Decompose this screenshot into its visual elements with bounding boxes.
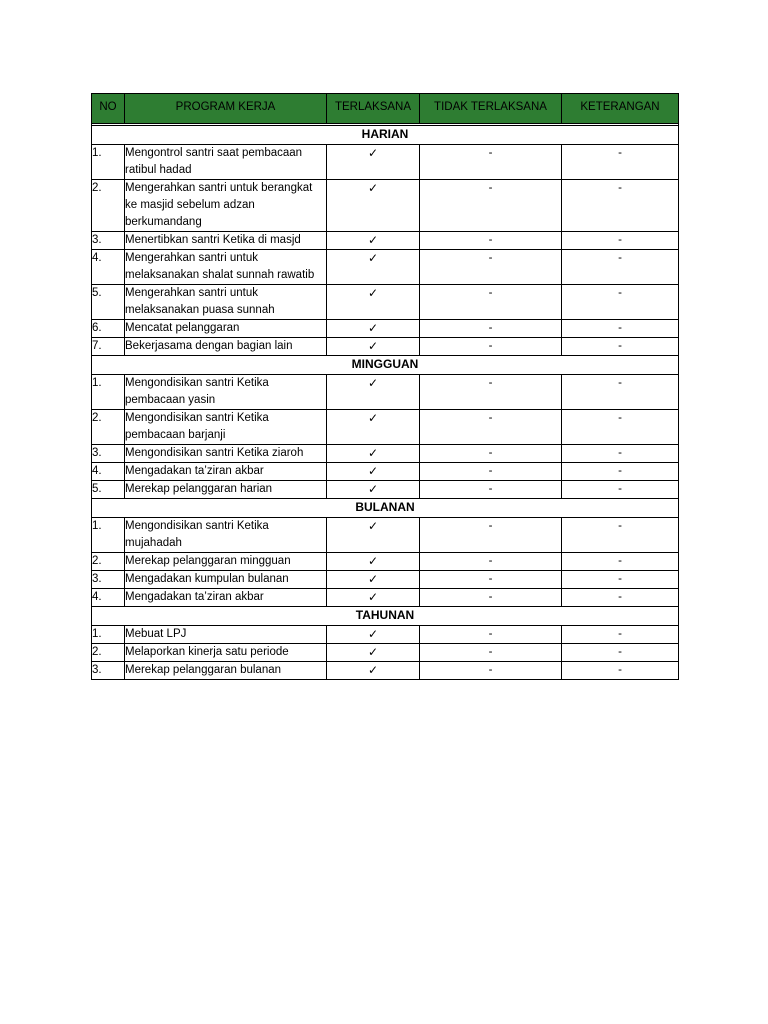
check-mark: ✓	[327, 571, 420, 589]
cell-tidak-terlaksana: -	[420, 626, 562, 644]
table-row	[92, 553, 679, 571]
cell-no: 4.	[92, 463, 125, 481]
cell-tidak-terlaksana: -	[420, 338, 562, 356]
table-row	[92, 626, 679, 644]
table-row	[92, 410, 679, 445]
cell-keterangan: -	[562, 662, 679, 680]
cell-program-kerja: Mengondisikan santri Ketika pembacaan yasin	[125, 375, 327, 410]
table-row	[92, 644, 679, 662]
cell-keterangan: -	[562, 375, 679, 410]
cell-no: 1.	[92, 375, 125, 410]
cell-program-kerja: Mengadakan ta’ziran akbar	[125, 463, 327, 481]
section-row	[92, 607, 679, 626]
cell-no: 3.	[92, 232, 125, 250]
cell-program-kerja: Bekerjasama dengan bagian lain	[125, 338, 327, 356]
cell-no: 2.	[92, 410, 125, 445]
table-header-row	[92, 94, 679, 124]
cell-tidak-terlaksana: -	[420, 518, 562, 553]
cell-program-kerja: Mengerahkan santri untuk melaksanakan puasa sunnah	[125, 285, 327, 320]
section-title: BULANAN	[92, 499, 679, 518]
check-mark: ✓	[327, 338, 420, 356]
cell-keterangan: -	[562, 626, 679, 644]
check-mark: ✓	[327, 250, 420, 285]
section-title: HARIAN	[92, 126, 679, 145]
check-mark: ✓	[327, 180, 420, 232]
section-title: TAHUNAN	[92, 607, 679, 626]
check-mark: ✓	[327, 518, 420, 553]
cell-no: 4.	[92, 250, 125, 285]
cell-no: 2.	[92, 644, 125, 662]
table-row	[92, 250, 679, 285]
cell-no: 2.	[92, 553, 125, 571]
header-terlaksana: TERLAKSANA	[327, 94, 420, 124]
cell-program-kerja: Mengondisikan santri Ketika ziaroh	[125, 445, 327, 463]
cell-tidak-terlaksana: -	[420, 180, 562, 232]
cell-program-kerja: Mengadakan kumpulan bulanan	[125, 571, 327, 589]
cell-tidak-terlaksana: -	[420, 320, 562, 338]
cell-tidak-terlaksana: -	[420, 463, 562, 481]
table-row	[92, 463, 679, 481]
table-row	[92, 375, 679, 410]
cell-keterangan: -	[562, 518, 679, 553]
cell-program-kerja: Mengondisikan santri Ketika mujahadah	[125, 518, 327, 553]
header-program-kerja: PROGRAM KERJA	[125, 94, 327, 124]
cell-no: 3.	[92, 662, 125, 680]
table-row	[92, 445, 679, 463]
cell-tidak-terlaksana: -	[420, 250, 562, 285]
cell-keterangan: -	[562, 589, 679, 607]
cell-no: 1.	[92, 145, 125, 180]
check-mark: ✓	[327, 644, 420, 662]
header-tidak-terlaksana: TIDAK TERLAKSANA	[420, 94, 562, 124]
cell-program-kerja: Merekap pelanggaran mingguan	[125, 553, 327, 571]
check-mark: ✓	[327, 232, 420, 250]
section-row	[92, 356, 679, 375]
cell-program-kerja: Mengondisikan santri Ketika pembacaan barjanji	[125, 410, 327, 445]
cell-tidak-terlaksana: -	[420, 644, 562, 662]
cell-program-kerja: Mengontrol santri saat pembacaan ratibul hadad	[125, 145, 327, 180]
table-row	[92, 662, 679, 680]
cell-keterangan: -	[562, 463, 679, 481]
cell-keterangan: -	[562, 320, 679, 338]
table-row	[92, 338, 679, 356]
table-body	[92, 124, 679, 680]
cell-keterangan: -	[562, 250, 679, 285]
check-mark: ✓	[327, 445, 420, 463]
section-row	[92, 126, 679, 145]
cell-keterangan: -	[562, 180, 679, 232]
check-mark: ✓	[327, 463, 420, 481]
table-row	[92, 232, 679, 250]
cell-tidak-terlaksana: -	[420, 145, 562, 180]
cell-no: 3.	[92, 571, 125, 589]
cell-tidak-terlaksana: -	[420, 445, 562, 463]
table-row	[92, 180, 679, 232]
cell-tidak-terlaksana: -	[420, 285, 562, 320]
program-kerja-table	[91, 93, 679, 680]
cell-no: 5.	[92, 481, 125, 499]
cell-tidak-terlaksana: -	[420, 662, 562, 680]
section-row	[92, 499, 679, 518]
cell-keterangan: -	[562, 571, 679, 589]
cell-program-kerja: Menertibkan santri Ketika di masjd	[125, 232, 327, 250]
cell-program-kerja: Mengadakan ta’ziran akbar	[125, 589, 327, 607]
cell-program-kerja: Merekap pelanggaran bulanan	[125, 662, 327, 680]
cell-no: 1.	[92, 518, 125, 553]
cell-keterangan: -	[562, 481, 679, 499]
cell-tidak-terlaksana: -	[420, 232, 562, 250]
check-mark: ✓	[327, 410, 420, 445]
header-keterangan: KETERANGAN	[562, 94, 679, 124]
table-row	[92, 571, 679, 589]
table-row	[92, 518, 679, 553]
cell-keterangan: -	[562, 285, 679, 320]
cell-keterangan: -	[562, 553, 679, 571]
cell-no: 4.	[92, 589, 125, 607]
cell-no: 3.	[92, 445, 125, 463]
check-mark: ✓	[327, 285, 420, 320]
cell-no: 7.	[92, 338, 125, 356]
check-mark: ✓	[327, 589, 420, 607]
header-no: NO	[92, 94, 125, 124]
cell-tidak-terlaksana: -	[420, 589, 562, 607]
cell-tidak-terlaksana: -	[420, 481, 562, 499]
cell-tidak-terlaksana: -	[420, 410, 562, 445]
cell-tidak-terlaksana: -	[420, 375, 562, 410]
check-mark: ✓	[327, 375, 420, 410]
cell-no: 1.	[92, 626, 125, 644]
cell-keterangan: -	[562, 338, 679, 356]
check-mark: ✓	[327, 553, 420, 571]
cell-no: 2.	[92, 180, 125, 232]
table-row	[92, 285, 679, 320]
table-row	[92, 589, 679, 607]
cell-keterangan: -	[562, 445, 679, 463]
cell-keterangan: -	[562, 145, 679, 180]
cell-keterangan: -	[562, 410, 679, 445]
cell-tidak-terlaksana: -	[420, 553, 562, 571]
section-title: MINGGUAN	[92, 356, 679, 375]
cell-keterangan: -	[562, 644, 679, 662]
check-mark: ✓	[327, 481, 420, 499]
table-row	[92, 481, 679, 499]
cell-program-kerja: Mebuat LPJ	[125, 626, 327, 644]
table-row	[92, 145, 679, 180]
cell-program-kerja: Melaporkan kinerja satu periode	[125, 644, 327, 662]
cell-program-kerja: Mengerahkan santri untuk berangkat ke masjid sebelum adzan berkumandang	[125, 180, 327, 232]
cell-no: 6.	[92, 320, 125, 338]
check-mark: ✓	[327, 145, 420, 180]
table-row	[92, 320, 679, 338]
cell-tidak-terlaksana: -	[420, 571, 562, 589]
cell-keterangan: -	[562, 232, 679, 250]
cell-no: 5.	[92, 285, 125, 320]
check-mark: ✓	[327, 320, 420, 338]
cell-program-kerja: Merekap pelanggaran harian	[125, 481, 327, 499]
cell-program-kerja: Mengerahkan santri untuk melaksanakan shalat sunnah rawatib	[125, 250, 327, 285]
check-mark: ✓	[327, 626, 420, 644]
check-mark: ✓	[327, 662, 420, 680]
cell-program-kerja: Mencatat pelanggaran	[125, 320, 327, 338]
